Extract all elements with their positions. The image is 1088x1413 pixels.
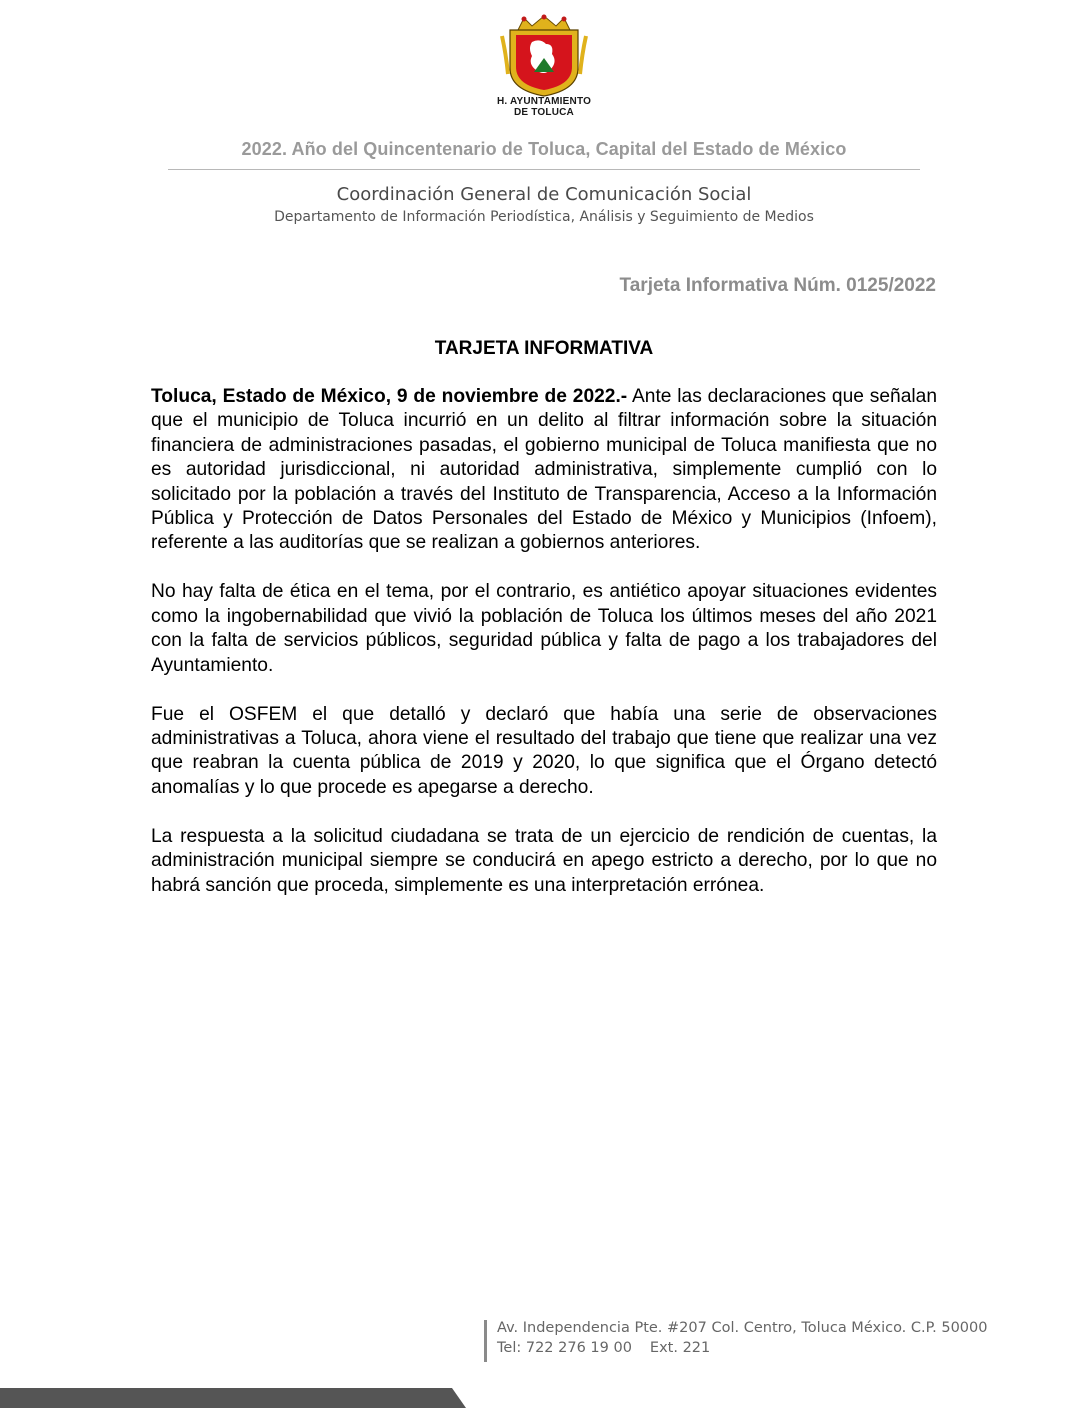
- footer-contact: [497, 1340, 710, 1356]
- document-title: TARJETA INFORMATIVA: [434, 338, 654, 359]
- footer-divider: [484, 1320, 487, 1362]
- footer-address: Av. Independencia Pte. #207 Col. Centro, Toluca México. C.P. 50000: [497, 1320, 988, 1336]
- paragraph-1: [151, 385, 937, 556]
- coordination-name: Coordinación General de Comunicación Social: [336, 184, 752, 205]
- paragraph-1-text: Ante las declaraciones que señalan que el municipio de Toluca incurrió en un delito al filtrar información sobre la situación financiera de administraciones pasadas, el gobierno municipal de Toluca manifiesta que no es autoridad jurisdiccional, ni autoridad administrativa, simplemente cumplió con lo solicitado por la población a través del Instituto de Transparencia, Acceso a la Información Pública y Protección de Datos Personales del Estado de México y Municipios (Infoem), referente a las auditorías que se realizan a gobiernos anteriores.: [151, 386, 937, 554]
- logo-caption-line1: H. AYUNTAMIENTO: [496, 96, 592, 107]
- dateline: Toluca, Estado de México, 9 de noviembre de 2022.-: [151, 386, 628, 407]
- year-motto: 2022. Año del Quincentenario de Toluca, Capital del Estado de México: [241, 139, 847, 159]
- document-body: [151, 385, 937, 923]
- paragraph-3: Fue el OSFEM el que detalló y declaró que había una serie de observaciones administrativas a Toluca, ahora viene el resultado del trabajo que tiene que realizar una vez que reabran la cuenta pública de 2019 y 2020, lo que significa que el Órgano detectó anomalías y lo que procede es apegarse a derecho.: [151, 703, 937, 798]
- department-name: Departamento de Información Periodística, Análisis y Seguimiento de Medios: [274, 209, 814, 225]
- logo-caption: [470, 96, 618, 118]
- footer-extension: Ext. 221: [649, 1340, 711, 1356]
- bottom-decorative-band: [0, 1388, 466, 1408]
- card-number: Tarjeta Informativa Núm. 0125/2022: [619, 275, 936, 296]
- logo-caption-line2: DE TOLUCA: [514, 107, 574, 118]
- footer-phone: Tel: 722 276 19 00: [497, 1340, 632, 1356]
- paragraph-2: No hay falta de ética en el tema, por el contrario, es antiético apoyar situaciones evidentes como la ingobernabilidad que vivió la población de Toluca los últimos meses del año 2021 con la falta de servicios públicos, seguridad pública y falta de pago a los trabajadores del Ayuntamiento.: [151, 581, 937, 676]
- header-divider: [168, 169, 920, 170]
- paragraph-4: La respuesta a la solicitud ciudadana se trata de un ejercicio de rendición de cuentas, la administración municipal siempre se conducirá en apego estricto a derecho, por lo que no habrá sanción que proceda, simplemente es una interpretación errónea.: [151, 825, 937, 896]
